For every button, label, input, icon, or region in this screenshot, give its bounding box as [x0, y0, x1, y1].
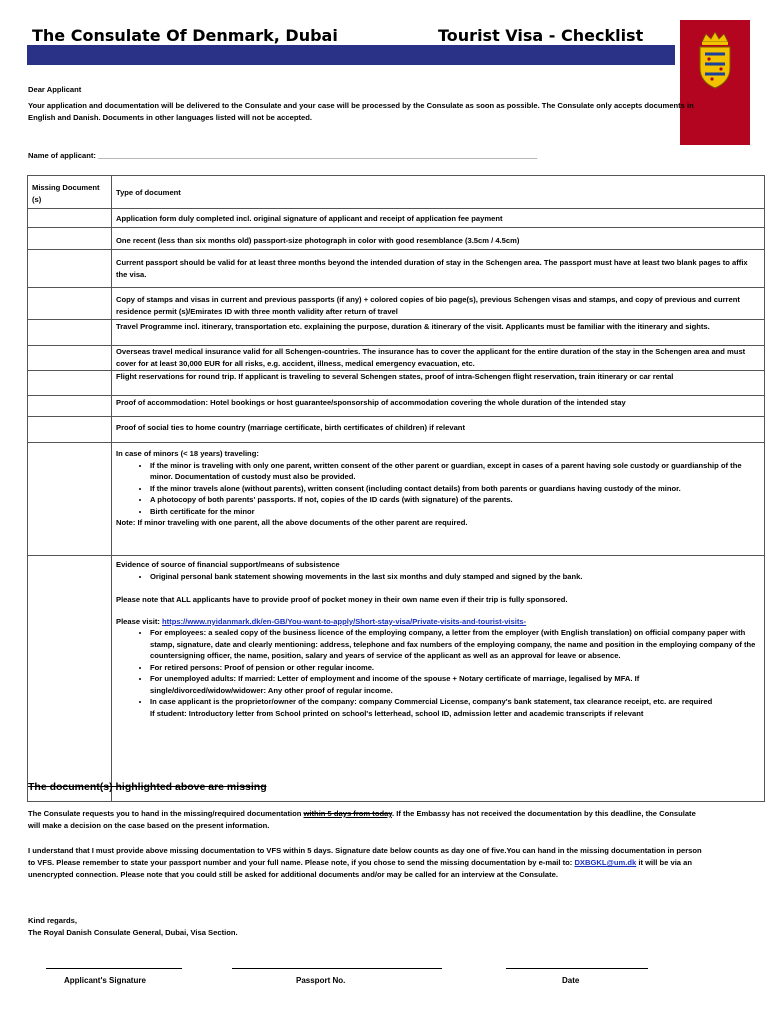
- minors-bullet: • If the minor travels alone (without parents), written consent (including contact details) from both parents or guardians having custody of the minor.: [150, 483, 756, 495]
- missing-heading: The document(s) highlighted above are missing: [28, 781, 267, 793]
- minors-section: [116, 448, 756, 529]
- email-link[interactable]: DXBGKL@um.dk: [574, 858, 637, 867]
- deadline-text: The Consulate requests you to hand in the missing/required documentation: [28, 809, 304, 818]
- row-application-form: Application form duly completed incl. original signature of applicant and receipt of application fee payment: [116, 214, 503, 223]
- deadline-paragraph: [28, 808, 708, 832]
- minors-note: Note: If minor traveling with one parent, all the above documents of the other parent are required.: [116, 518, 468, 527]
- minors-bullet: • If the minor is traveling with only one parent, written consent of the other parent or guardian, except in cases of a parent having sole custody or guardianship of the minor. Documentation of custody must also be provided.: [150, 460, 756, 483]
- closing-signature: The Royal Danish Consulate General, Dubai, Visa Section.: [28, 928, 238, 937]
- checklist-title: Tourist Visa - Checklist: [438, 26, 644, 45]
- name-of-applicant-field[interactable]: Name of applicant: ________________________________________________________________________________________________________: [28, 151, 538, 160]
- intro-paragraph: Your application and documentation will be delivered to the Consulate and your case will be processed by the Consulate as soon as possible. The Consulate only accepts documents in English and Danish. Documents in other languages listed will not be accepted.: [28, 101, 694, 122]
- royal-crest-icon: [692, 30, 738, 90]
- header-bar: [27, 45, 675, 65]
- row-accommodation: Proof of accommodation: Hotel bookings or host guarantee/sponsorship of accommodation covering the whole duration of the intended stay: [116, 398, 626, 407]
- funds-bullet: • In case applicant is the proprietor/owner of the company: company Commercial License, company's bank statement, tax clearance receipt, etc. are required: [150, 696, 756, 708]
- consulate-title: The Consulate Of Denmark, Dubai: [32, 26, 338, 45]
- salutation: Dear Applicant: [28, 85, 82, 94]
- funds-bullet: • Original personal bank statement showing movements in the last six months and duly stamped and signed by the bank.: [150, 571, 756, 583]
- row-insurance: Overseas travel medical insurance valid for all Schengen-countries. The insurance has to cover the applicant for the entire duration of the stay in the Schengen area and must cover for at least 30,000 EUR for all risks, e.g. accident, illness, medical emergency evacuation, etc.: [116, 347, 746, 368]
- row-flight-reservations: Flight reservations for round trip. If applicant is traveling to several Schengen states, proof of intra-Schengen flight reservation, train itinerary or car rental: [116, 372, 674, 381]
- applicant-signature-label: Applicant's Signature: [64, 976, 146, 985]
- pocket-money-note: Please note that ALL applicants have to provide proof of pocket money in their own name even if their trip is fully sponsored.: [116, 595, 568, 604]
- student-note: If student: Introductory letter from School printed on school's letterhead, school ID, admission letter and academic transcripts if relevant: [150, 708, 644, 718]
- row-social-ties: Proof of social ties to home country (marriage certificate, birth certificates of children) if relevant: [116, 423, 465, 432]
- minors-bullet: • Birth certificate for the minor: [150, 506, 756, 518]
- funds-bullet: • For unemployed adults: If married: Letter of employment and income of the spouse + Notary certificate of marriage, legalised by MFA. If single/divorced/widow/widower: Any other proof of regular income.: [150, 673, 756, 696]
- missing-column-header: Missing Document (s): [32, 183, 100, 204]
- funds-bullet: • For employees: a sealed copy of the business licence of the employing company, a letter from the employer (with English translation) on official company paper with stamp, signature, date and clearly mentioning: address, telephone and fax numbers of the employing company, the name and position in the employing company of the countersigning officer, the name, position, salary and years of service of the applicant as well as an approval for leave or absence.: [150, 627, 756, 662]
- funds-section: [116, 559, 756, 719]
- understanding-text-end: it will be via an unencrypted connection. Please note that you could still be asked for additional documents and/or may be called for an interview at the Consulate.: [28, 858, 693, 879]
- applicant-signature-line[interactable]: [46, 968, 182, 969]
- type-column-header: Type of document: [116, 188, 181, 197]
- date-label: Date: [562, 976, 580, 985]
- visit-line: [116, 616, 756, 628]
- row-photograph: One recent (less than six months old) passport-size photograph in color with good resemblance (3.5cm / 4.5cm): [116, 236, 520, 245]
- visit-label: Please visit:: [116, 616, 163, 626]
- deadline-text-end: . If the Embassy has not received the documentation by this deadline, the Consulate will make a decision on the case based on the present information.: [28, 809, 696, 830]
- row-travel-programme: Travel Programme incl. itinerary, transportation etc. explaining the purpose, duration & itinerary of the visit. Applicants must be familiar with the itinerary and sights.: [116, 322, 710, 331]
- passport-number-label: Passport No.: [296, 976, 346, 985]
- minors-bullet: • A photocopy of both parents' passports. If not, copies of the ID cards (with signature) of the parents.: [150, 494, 756, 506]
- understanding-text: I understand that I must provide above missing documentation to VFS within 5 days. Signature date below counts as day one of five.You can hand in the missing documentation in person to VFS. Please remember to state your passport number and your full name. Please note, if you chose to send the missing documentation by e-mail to:: [28, 846, 702, 867]
- deadline-days: within 5 days from today: [303, 809, 392, 818]
- checklist-table: [27, 175, 765, 802]
- visa-info-link[interactable]: https://www.nyidanmark.dk/en-GB/You-want-to-apply/Short-stay-visa/Private-visits-and-tourist-visits-: [162, 616, 527, 626]
- funds-bullet: • For retired persons: Proof of pension or other regular income.: [150, 662, 756, 674]
- passport-number-line[interactable]: [232, 968, 442, 969]
- funds-title: Evidence of source of financial support/means of subsistence: [116, 560, 340, 569]
- closing-regards: Kind regards,: [28, 916, 77, 925]
- date-line[interactable]: [506, 968, 648, 969]
- understanding-paragraph: [28, 845, 708, 881]
- row-passport: Current passport should be valid for at least three months beyond the intended duration of stay in the Schengen area. The passport must have at least two blank pages to affix the visa.: [116, 258, 748, 279]
- minors-title: In case of minors (< 18 years) traveling:: [116, 449, 259, 458]
- row-stamps-visas: Copy of stamps and visas in current and previous passports (if any) + colored copies of bio page(s), previous Schengen visas and stamps, and copy of previous and current residence permit (s)/Emirates ID with three month validity after return of travel: [116, 295, 740, 316]
